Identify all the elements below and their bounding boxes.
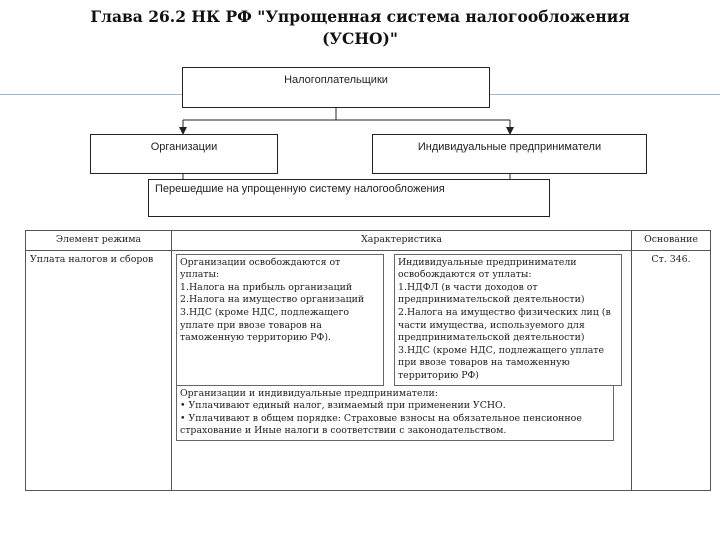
table-row (26, 250, 711, 490)
row-basis: Ст. 346. (632, 250, 711, 490)
orgs-item-3: 3.НДС (кроме НДС, подлежащего уплате при ввозе товаров на таможенную территорию РФ). (180, 306, 350, 344)
orgs-item-1: 1.Налога на прибыль организаций (180, 281, 353, 293)
entrepreneurs-box (372, 134, 647, 174)
entrepreneurs-exemptions (394, 254, 622, 386)
ip-item-2: 2.Налога на имущество физических лиц (в части имущества, используемого для предпринимательской деятельности) (398, 306, 611, 344)
both-intro: Организации и индивидуальные предприниматели: (180, 387, 438, 399)
row-label: Уплата налогов и сборов (26, 250, 172, 490)
characteristics-table (25, 230, 711, 491)
usn-transition-label: Перешедшие на упрощенную систему налогообложения (155, 183, 445, 195)
organizations-label: Организации (150, 141, 218, 153)
taxpayers-box (182, 67, 490, 108)
organizations-box (90, 134, 278, 174)
ip-intro: Индивидуальные предприниматели освобождаются от уплаты: (398, 256, 577, 281)
title-line-2: (УСНО)" (322, 29, 398, 48)
row-characteristic (172, 250, 632, 490)
organizations-exemptions (176, 254, 384, 386)
both-bullet-1: • Уплачивают единый налог, взимаемый при применении УСНО. (180, 400, 610, 413)
usn-transition-box (148, 179, 550, 217)
entrepreneurs-label: Индивидуальные предприниматели (417, 141, 602, 153)
ip-item-3: 3.НДС (кроме НДС, подлежащего уплате при ввозе товаров на таможенную территорию РФ) (398, 344, 605, 381)
title-line-1: Глава 26.2 НК РФ "Упрощенная система налогообложения (90, 7, 630, 26)
orgs-intro: Организации освобождаются от уплаты: (180, 256, 341, 281)
header-characteristic: Характеристика (172, 231, 632, 251)
table-header-row (26, 231, 711, 251)
common-obligations (176, 386, 614, 441)
orgs-item-2: 2.Налога на имущество организаций (180, 294, 365, 306)
exemptions-container (176, 254, 627, 386)
header-element: Элемент режима (26, 231, 172, 251)
ip-item-1: 1.НДФЛ (в части доходов от предпринимательской деятельности) (398, 281, 585, 306)
taxpayers-label: Налогоплательщики (284, 74, 388, 86)
header-basis: Основание (632, 231, 711, 251)
both-bullet-2: • Уплачивают в общем порядке: Страховые взносы на обязательное пенсионное страхование и Иные налоги в соответствии с законодательством. (180, 413, 610, 438)
